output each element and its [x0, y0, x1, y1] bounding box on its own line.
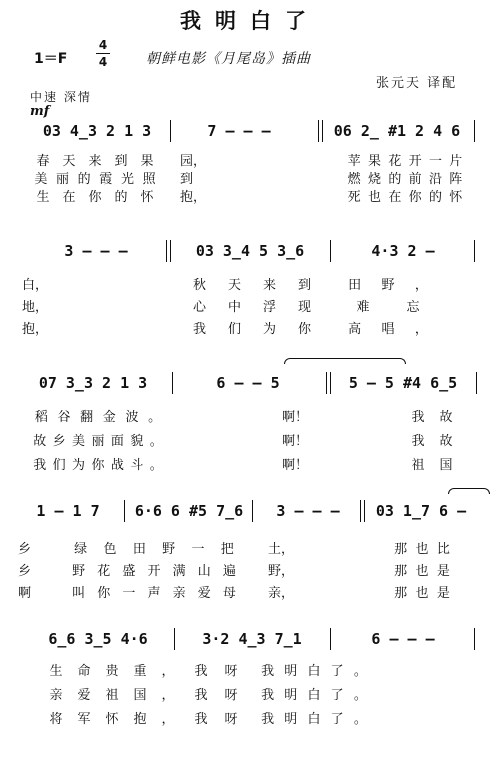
measure: 6 — — — — [371, 630, 435, 648]
double-bar-line — [166, 240, 171, 262]
lyric-text: 野， — [268, 564, 295, 579]
dynamic-marking: mf — [30, 104, 50, 119]
measure: 6 — — 5 — [216, 374, 280, 392]
bar-line — [252, 500, 253, 522]
bar-line — [170, 120, 171, 142]
arranger-credit: 张元天 译配 — [376, 76, 458, 91]
lyric-text: 我 明 白 了 。 — [261, 688, 367, 703]
measure: 03 1̲7 6 — — [375, 502, 467, 520]
double-bar-line — [360, 500, 365, 522]
lyric-text: 生 在 你 的 怀 — [36, 190, 154, 205]
tie-mark — [284, 358, 406, 364]
measure: 4·3 2 — — [371, 242, 435, 260]
meter-top: 4 — [98, 38, 108, 52]
notation-line — [0, 628, 500, 654]
lyric-text: 亲， — [268, 586, 295, 601]
lyric-text: 我 呀 — [194, 664, 238, 679]
lyric-line — [0, 318, 500, 337]
lyric-text: 抱， — [180, 190, 207, 205]
bar-line — [172, 372, 173, 394]
lyric-text: 乡 — [18, 564, 32, 579]
lyric-text: 我 呀 — [194, 712, 238, 727]
lyric-text: 叫 你 一 声 亲 爱 母 — [72, 586, 236, 601]
bar-line — [174, 628, 175, 650]
lyric-text: 啊！ — [282, 434, 309, 449]
lyric-text: 我 们 为 你 — [192, 322, 311, 337]
lyric-line — [0, 168, 500, 187]
lyric-text: 我 故 — [411, 434, 453, 449]
lyric-text: 野 花 盛 开 满 山 遍 — [72, 564, 236, 579]
measure: 3·2 4̲3 7̲1 — [202, 630, 302, 648]
lyric-line — [0, 186, 500, 205]
lyric-text: 心 中 浮 现 — [192, 300, 311, 315]
lyric-text: 地， — [22, 300, 49, 315]
notation-line — [0, 372, 500, 398]
lyric-text: 苹 果 花 开 一 片 — [347, 154, 463, 169]
notation-line — [0, 120, 500, 146]
lyric-line — [0, 684, 500, 703]
bar-line — [474, 120, 475, 142]
bar-line — [474, 628, 475, 650]
measure: 7 — — — — [207, 122, 271, 140]
lyric-line — [0, 538, 500, 557]
lyric-text: 乡 — [18, 542, 32, 557]
lyric-text: 我 故 — [411, 410, 453, 425]
measure: 5 — 5 #4 6̲5 — [348, 374, 458, 392]
lyric-text: 那 也 比 — [394, 542, 450, 557]
tie-mark — [448, 488, 490, 494]
measure: 07 3̲3 2 1 3 — [38, 374, 148, 392]
lyric-text: 白， — [22, 278, 49, 293]
lyric-text: 难 忘 — [356, 300, 420, 315]
bar-line — [474, 240, 475, 262]
lyric-text: 那 也 是 — [394, 586, 450, 601]
lyric-text: 到 — [180, 172, 194, 187]
meter-divider — [96, 53, 110, 54]
bar-line — [330, 240, 331, 262]
time-signature — [96, 38, 110, 69]
lyric-line — [0, 150, 500, 169]
lyric-text: 园， — [180, 154, 207, 169]
key-signature: 1＝F — [34, 51, 68, 67]
lyric-text: 啊！ — [282, 458, 309, 473]
lyric-text: 秋 天 来 到 — [192, 278, 311, 293]
lyric-line — [0, 454, 500, 473]
lyric-text: 将 军 怀 抱 ， — [49, 712, 175, 727]
lyric-line — [0, 560, 500, 579]
bar-line — [330, 628, 331, 650]
lyric-text: 啊 — [18, 586, 32, 601]
lyric-text: 死 也 在 你 的 怀 — [347, 190, 463, 205]
lyric-line — [0, 582, 500, 601]
lyric-line — [0, 708, 500, 727]
song-subtitle: 朝鲜电影《月尾岛》插曲 — [146, 51, 311, 67]
lyric-line — [0, 660, 500, 679]
bar-line — [124, 500, 125, 522]
lyric-text: 土， — [268, 542, 295, 557]
double-bar-line — [318, 120, 323, 142]
measure: 03 4̲3 2 1 3 — [42, 122, 152, 140]
lyric-line — [0, 274, 500, 293]
lyric-text: 我 明 白 了 。 — [261, 712, 367, 727]
lyric-text: 燃 烧 的 前 沿 阵 — [347, 172, 463, 187]
lyric-text: 抱， — [22, 322, 49, 337]
measure: 3 — — — — [64, 242, 128, 260]
measure: 6·6 6 #5 7̲6 — [134, 502, 244, 520]
lyric-text: 故 乡 美 丽 面 貌 。 — [33, 434, 163, 449]
song-title: 我明白了 — [180, 8, 320, 33]
tempo-marking: 中速 深情 — [30, 90, 92, 104]
lyric-text: 高 唱 ， — [348, 322, 428, 337]
measure: 03 3̲4 5 3̲6 — [195, 242, 305, 260]
lyric-text: 祖 国 — [411, 458, 453, 473]
lyric-text: 我 明 白 了 。 — [261, 664, 367, 679]
lyric-text: 亲 爱 祖 国 ， — [49, 688, 175, 703]
notation-line — [0, 500, 500, 526]
measure: 06 2̲ #1 2 4 6 — [333, 122, 461, 140]
lyric-text: 我 呀 — [194, 688, 238, 703]
lyric-text: 美 丽 的 霞 光 照 — [34, 172, 156, 187]
notation-line — [0, 240, 500, 266]
lyric-text: 那 也 是 — [394, 564, 450, 579]
measure: 6̲6 3̲5 4·6 — [48, 630, 148, 648]
lyric-text: 田 野 ， — [348, 278, 428, 293]
lyric-line — [0, 406, 500, 425]
lyric-line — [0, 296, 500, 315]
lyric-text: 啊！ — [282, 410, 309, 425]
measure: 3 — — — — [276, 502, 340, 520]
lyric-text: 稻 谷 翻 金 波 。 — [34, 410, 162, 425]
lyric-line — [0, 430, 500, 449]
measure: 1 — 1 7 — [36, 502, 100, 520]
bar-line — [476, 372, 477, 394]
lyric-text: 我 们 为 你 战 斗 。 — [33, 458, 163, 473]
double-bar-line — [326, 372, 331, 394]
meter-bottom: 4 — [98, 55, 108, 69]
lyric-text: 生 命 贵 重 ， — [49, 664, 175, 679]
lyric-text: 春 天 来 到 果 — [36, 154, 154, 169]
lyric-text: 绿 色 田 野 一 把 — [74, 542, 234, 557]
